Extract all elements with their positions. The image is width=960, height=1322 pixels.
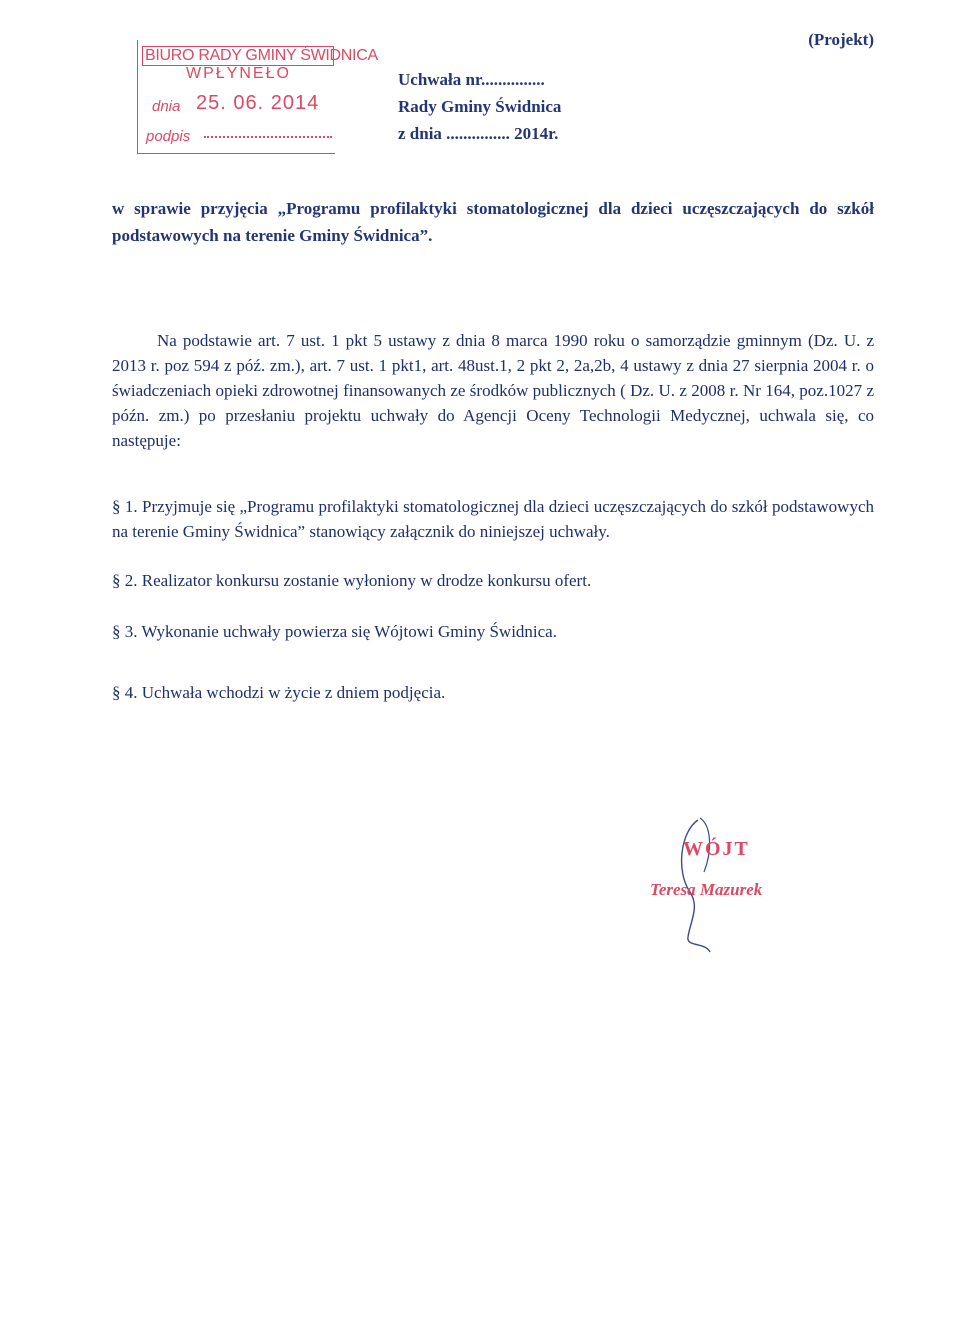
paragraph-4: § 4. Uchwała wchodzi w życie z dniem podjęcia. (112, 683, 446, 702)
stamp-date-value: 25. 06. 2014 (196, 92, 320, 114)
signatory-name: Teresa Mazurek (650, 880, 763, 899)
resolution-date: z dnia ............... 2014r. (398, 124, 559, 143)
stamp-office: BIURO RADY GMINY ŚWIDNICA (142, 46, 334, 66)
stamp-received: WPŁYNEŁO (186, 65, 291, 82)
received-stamp (137, 40, 378, 154)
resolution-subject: w sprawie przyjęcia „Programu profilaktyki stomatologicznej dla dzieci uczęszczających do szkół podstawowych na terenie Gminy Świdnica”. (112, 199, 874, 245)
document-status: (Projekt) (808, 30, 874, 49)
council-name: Rady Gminy Świdnica (398, 97, 562, 116)
resolution-number: Uchwała nr............... (398, 70, 545, 89)
stamp-signature-label: podpis (146, 128, 191, 145)
stamp-signature-line (204, 136, 332, 138)
stamp-date-label: dnia (152, 98, 181, 115)
paragraph-2: § 2. Realizator konkursu zostanie wyłoniony w drodze konkursu ofert. (112, 571, 592, 590)
signatory-title: WÓJT (683, 838, 750, 860)
paragraph-3: § 3. Wykonanie uchwały powierza się Wójtowi Gminy Świdnica. (112, 622, 557, 641)
resolution-header (398, 66, 561, 147)
legal-basis-preamble: Na podstawie art. 7 ust. 1 pkt 5 ustawy z dnia 8 marca 1990 roku o samorządzie gminnym (Dz. U. z 2013 r. poz 594 z póź. zm.), art. 7 ust. 1 pkt1, art. 48ust.1, 2 pkt 2, 2a,2b, 4 ustawy z dnia 27 sierpnia 2004 r. o świadczeniach opieki zdrowotnej finansowanych ze środków publicznych ( Dz. U. z 2008 r. Nr 164, poz.1027 z późn. zm.) po przesłaniu projektu uchwały do Agencji Oceny Technologii Medycznej, uchwala się, co następuje: (112, 331, 874, 450)
paragraph-1: § 1. Przyjmuje się „Programu profilaktyki stomatologicznej dla dzieci uczęszczających do szkół podstawowych na terenie Gminy Świdnica” stanowiący załącznik do niniejszej uchwały. (112, 497, 874, 541)
